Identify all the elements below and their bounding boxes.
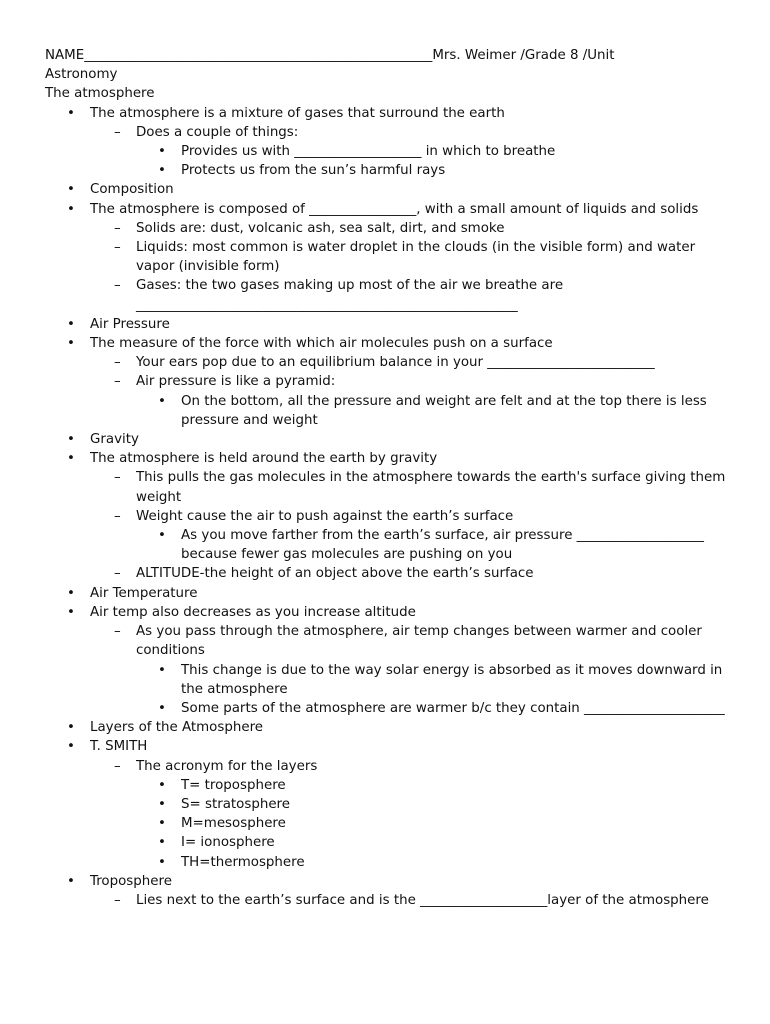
dot-bullet-icon: • xyxy=(158,700,166,716)
outline-item-text: Solids are: dust, volcanic ash, sea salt, dirt, and smoke xyxy=(136,220,505,236)
dot-bullet-icon: • xyxy=(67,182,75,198)
outline-item-text: As you pass through the atmosphere, air temp changes between warmer and cooler conditions xyxy=(136,624,702,659)
outline-item-level-2 xyxy=(45,622,735,660)
dash-bullet-icon: – xyxy=(114,758,121,774)
outline-item-level-2 xyxy=(45,123,735,142)
dot-bullet-icon: • xyxy=(158,144,166,160)
outline-item-level-3 xyxy=(45,142,735,161)
dot-bullet-icon: • xyxy=(158,163,166,179)
outline-item-text: Your ears pop due to an equilibrium balance in your _________________________ xyxy=(136,355,655,371)
outline-item-level-1 xyxy=(45,430,735,449)
notes-content xyxy=(45,46,735,910)
outline-item-text: Air Pressure xyxy=(90,316,170,332)
dot-bullet-icon: • xyxy=(158,835,166,851)
outline-item-text: Liquids: most common is water droplet in the clouds (in the visible form) and water vapor (invisible form) xyxy=(136,240,696,275)
outline-item-text: Does a couple of things: xyxy=(136,124,299,140)
outline-item-text: Lies next to the earth’s surface and is the ___________________layer of the atmosphere xyxy=(136,892,709,908)
outline-item-level-3 xyxy=(45,526,735,564)
dot-bullet-icon: • xyxy=(67,105,75,121)
outline-list xyxy=(45,104,735,911)
outline-item-text: Composition xyxy=(90,182,174,198)
dot-bullet-icon: • xyxy=(158,816,166,832)
dot-bullet-icon: • xyxy=(158,854,166,870)
outline-item-level-1 xyxy=(45,200,735,219)
outline-item-level-3 xyxy=(45,795,735,814)
outline-item-level-3 xyxy=(45,699,735,718)
dot-bullet-icon: • xyxy=(67,316,75,332)
outline-item-text: The measure of the force with which air molecules push on a surface xyxy=(90,336,553,352)
outline-item-level-1 xyxy=(45,104,735,123)
dot-bullet-icon: • xyxy=(67,720,75,736)
outline-item-text: The atmosphere is a mixture of gases that surround the earth xyxy=(90,105,505,121)
dot-bullet-icon: • xyxy=(67,585,75,601)
outline-item-level-2 xyxy=(45,564,735,583)
outline-item-level-1 xyxy=(45,603,735,622)
outline-item-level-1 xyxy=(45,718,735,737)
dot-bullet-icon: • xyxy=(158,777,166,793)
dash-bullet-icon: – xyxy=(114,374,121,390)
dash-bullet-icon: – xyxy=(114,470,121,486)
dot-bullet-icon: • xyxy=(67,739,75,755)
outline-item-level-2 xyxy=(45,276,735,314)
outline-item-level-1 xyxy=(45,872,735,891)
outline-item-level-2 xyxy=(45,507,735,526)
outline-item-level-3 xyxy=(45,833,735,852)
outline-item-level-1 xyxy=(45,449,735,468)
outline-item-text: Layers of the Atmosphere xyxy=(90,720,264,736)
outline-item-level-2 xyxy=(45,757,735,776)
outline-item-text: This pulls the gas molecules in the atmosphere towards the earth's surface giving them weight xyxy=(136,470,726,505)
outline-item-text: Air temp also decreases as you increase altitude xyxy=(90,604,416,620)
dash-bullet-icon: – xyxy=(114,278,121,294)
name-header-line: NAME____________________________________________________Mrs. Weimer /Grade 8 /Unit xyxy=(45,48,615,63)
outline-item-level-3 xyxy=(45,814,735,833)
dash-bullet-icon: – xyxy=(114,355,121,371)
outline-item-level-3 xyxy=(45,392,735,430)
outline-item-text: Provides us with ___________________ in which to breathe xyxy=(181,144,556,160)
dash-bullet-icon: – xyxy=(114,240,121,256)
dot-bullet-icon: • xyxy=(158,662,166,678)
dot-bullet-icon: • xyxy=(67,604,75,620)
outline-item-text: The atmosphere is composed of ________________, with a small amount of liquids and solids xyxy=(90,201,699,217)
outline-item-text: T= troposphere xyxy=(181,777,286,793)
outline-item-level-2 xyxy=(45,891,735,910)
outline-item-text: Air pressure is like a pyramid: xyxy=(136,374,336,390)
outline-item-text: M=mesosphere xyxy=(181,816,286,832)
outline-item-level-3 xyxy=(45,776,735,795)
outline-item-text: The atmosphere is held around the earth by gravity xyxy=(90,451,438,467)
outline-item-level-1 xyxy=(45,315,735,334)
dash-bullet-icon: – xyxy=(114,508,121,524)
outline-item-level-2 xyxy=(45,219,735,238)
outline-item-text: I= ionosphere xyxy=(181,835,275,851)
outline-item-level-2 xyxy=(45,372,735,391)
dash-bullet-icon: – xyxy=(114,566,121,582)
outline-item-level-2 xyxy=(45,353,735,372)
section-title: The atmosphere xyxy=(45,86,155,102)
outline-item-text: This change is due to the way solar energy is absorbed as it moves downward in the atmosphere xyxy=(181,662,723,697)
outline-item-text: S= stratosphere xyxy=(181,796,291,812)
dot-bullet-icon: • xyxy=(67,336,75,352)
outline-item-text: As you move farther from the earth’s surface, air pressure ___________________ because fewer gas molecules are pushing on you xyxy=(181,528,704,563)
outline-item-level-2 xyxy=(45,468,735,506)
outline-item-text: Gases: the two gases making up most of the air we breathe are _________________________________________________________ xyxy=(136,278,564,313)
outline-item-level-3 xyxy=(45,853,735,872)
unit-title: Astronomy xyxy=(45,67,118,83)
dot-bullet-icon: • xyxy=(67,873,75,889)
dash-bullet-icon: – xyxy=(114,124,121,140)
dot-bullet-icon: • xyxy=(158,528,166,544)
outline-item-text: Weight cause the air to push against the earth’s surface xyxy=(136,508,514,524)
dash-bullet-icon: – xyxy=(114,220,121,236)
outline-item-text: TH=thermosphere xyxy=(181,854,305,870)
outline-item-text: Protects us from the sun’s harmful rays xyxy=(181,163,446,179)
outline-item-text: T. SMITH xyxy=(90,739,148,755)
outline-item-level-1 xyxy=(45,334,735,353)
dot-bullet-icon: • xyxy=(67,432,75,448)
dot-bullet-icon: • xyxy=(67,201,75,217)
outline-item-level-1 xyxy=(45,737,735,756)
outline-item-text: Some parts of the atmosphere are warmer b/c they contain _____________________ xyxy=(181,700,725,716)
dot-bullet-icon: • xyxy=(158,393,166,409)
outline-item-text: Air Temperature xyxy=(90,585,198,601)
outline-item-level-3 xyxy=(45,661,735,699)
dot-bullet-icon: • xyxy=(158,796,166,812)
outline-item-text: On the bottom, all the pressure and weight are felt and at the top there is less pressure and weight xyxy=(181,393,707,428)
dot-bullet-icon: • xyxy=(67,451,75,467)
dash-bullet-icon: – xyxy=(114,892,121,908)
outline-item-level-1 xyxy=(45,584,735,603)
outline-item-level-3 xyxy=(45,161,735,180)
outline-item-text: Gravity xyxy=(90,432,139,448)
outline-item-text: ALTITUDE-the height of an object above the earth’s surface xyxy=(136,566,534,582)
outline-item-level-1 xyxy=(45,180,735,199)
outline-item-level-2 xyxy=(45,238,735,276)
outline-item-text: The acronym for the layers xyxy=(136,758,318,774)
dash-bullet-icon: – xyxy=(114,624,121,640)
outline-item-text: Troposphere xyxy=(90,873,172,889)
